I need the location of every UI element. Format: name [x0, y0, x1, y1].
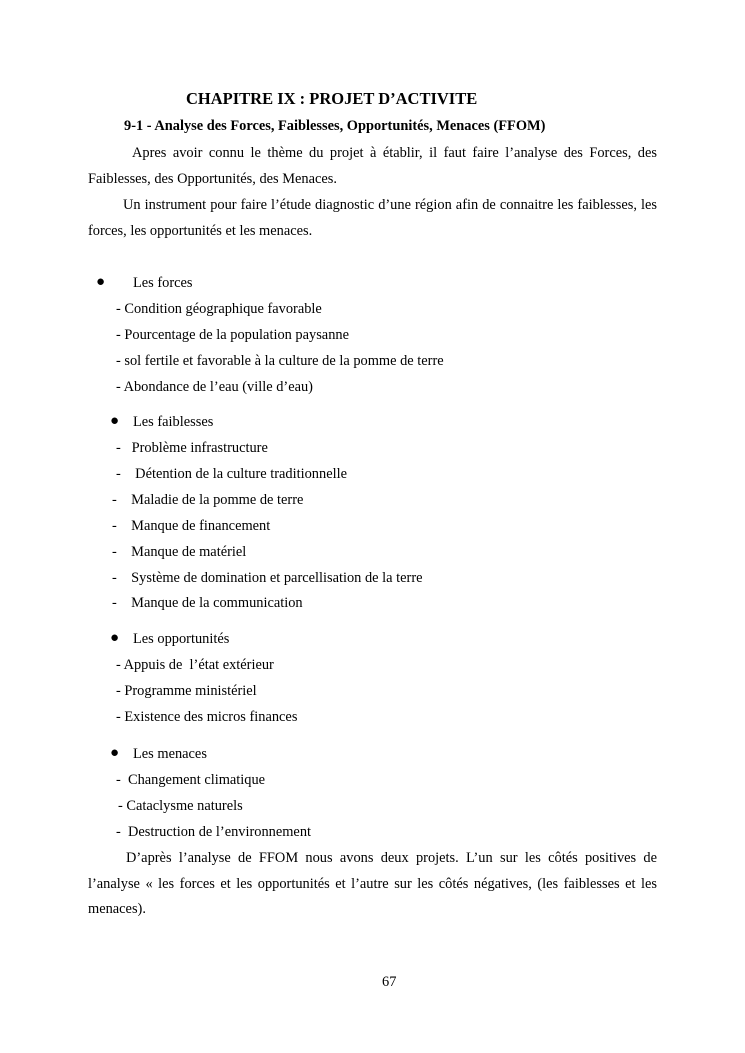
list-item: - Cataclysme naturels: [118, 798, 243, 814]
list-item: - Problème infrastructure: [116, 440, 268, 456]
list-item: - Manque de la communication: [112, 595, 303, 611]
list-item: - Système de domination et parcellisation de la terre: [112, 570, 423, 586]
list-item: - Existence des micros finances: [116, 709, 298, 725]
list-item: - Abondance de l’eau (ville d’eau): [116, 379, 313, 395]
list-item: - sol fertile et favorable à la culture de la pomme de terre: [116, 353, 444, 369]
chapter-title: CHAPITRE IX : PROJET D’ACTIVITE: [186, 89, 478, 108]
list-item: - Manque de financement: [112, 518, 271, 534]
page-number: 67: [382, 974, 397, 990]
bullet-icon: ●: [110, 745, 120, 761]
conclusion-paragraph: D’après l’analyse de FFOM nous avons deux projets. L’un sur les côtés positives de l’analyse « les forces et les opportunités et l’autre sur les côtés négatives, (les faiblesses et les menaces).: [88, 850, 657, 917]
list-item: - Programme ministériel: [116, 683, 257, 699]
group-heading-opportunites: Les opportunités: [133, 631, 230, 647]
intro-paragraph-1: Apres avoir connu le thème du projet à établir, il faut faire l’analyse des Forces, des Faiblesses, des Opportunités, des Menaces.: [88, 145, 657, 187]
section-title: 9-1 - Analyse des Forces, Faiblesses, Opportunités, Menaces (FFOM): [124, 118, 546, 134]
bullet-icon: ●: [110, 630, 120, 646]
list-item: - Changement climatique: [116, 772, 266, 788]
group-heading-menaces: Les menaces: [133, 746, 207, 762]
list-item: - Maladie de la pomme de terre: [112, 492, 304, 508]
list-item: - Destruction de l’environnement: [116, 824, 312, 840]
group-heading-faiblesses: Les faiblesses: [133, 414, 214, 430]
list-item: - Détention de la culture traditionnelle: [116, 466, 347, 482]
intro-paragraph-2: Un instrument pour faire l’étude diagnostic d’une région afin de connaitre les faiblesses, les forces, les opportunités et les menaces.: [88, 197, 657, 239]
list-item: - Condition géographique favorable: [116, 301, 322, 317]
list-item: - Manque de matériel: [112, 544, 247, 560]
list-item: - Appuis de l’état extérieur: [116, 657, 274, 673]
bullet-icon: ●: [96, 274, 106, 290]
group-heading-forces: Les forces: [133, 275, 193, 291]
bullet-icon: ●: [110, 413, 120, 429]
list-item: - Pourcentage de la population paysanne: [116, 327, 349, 343]
